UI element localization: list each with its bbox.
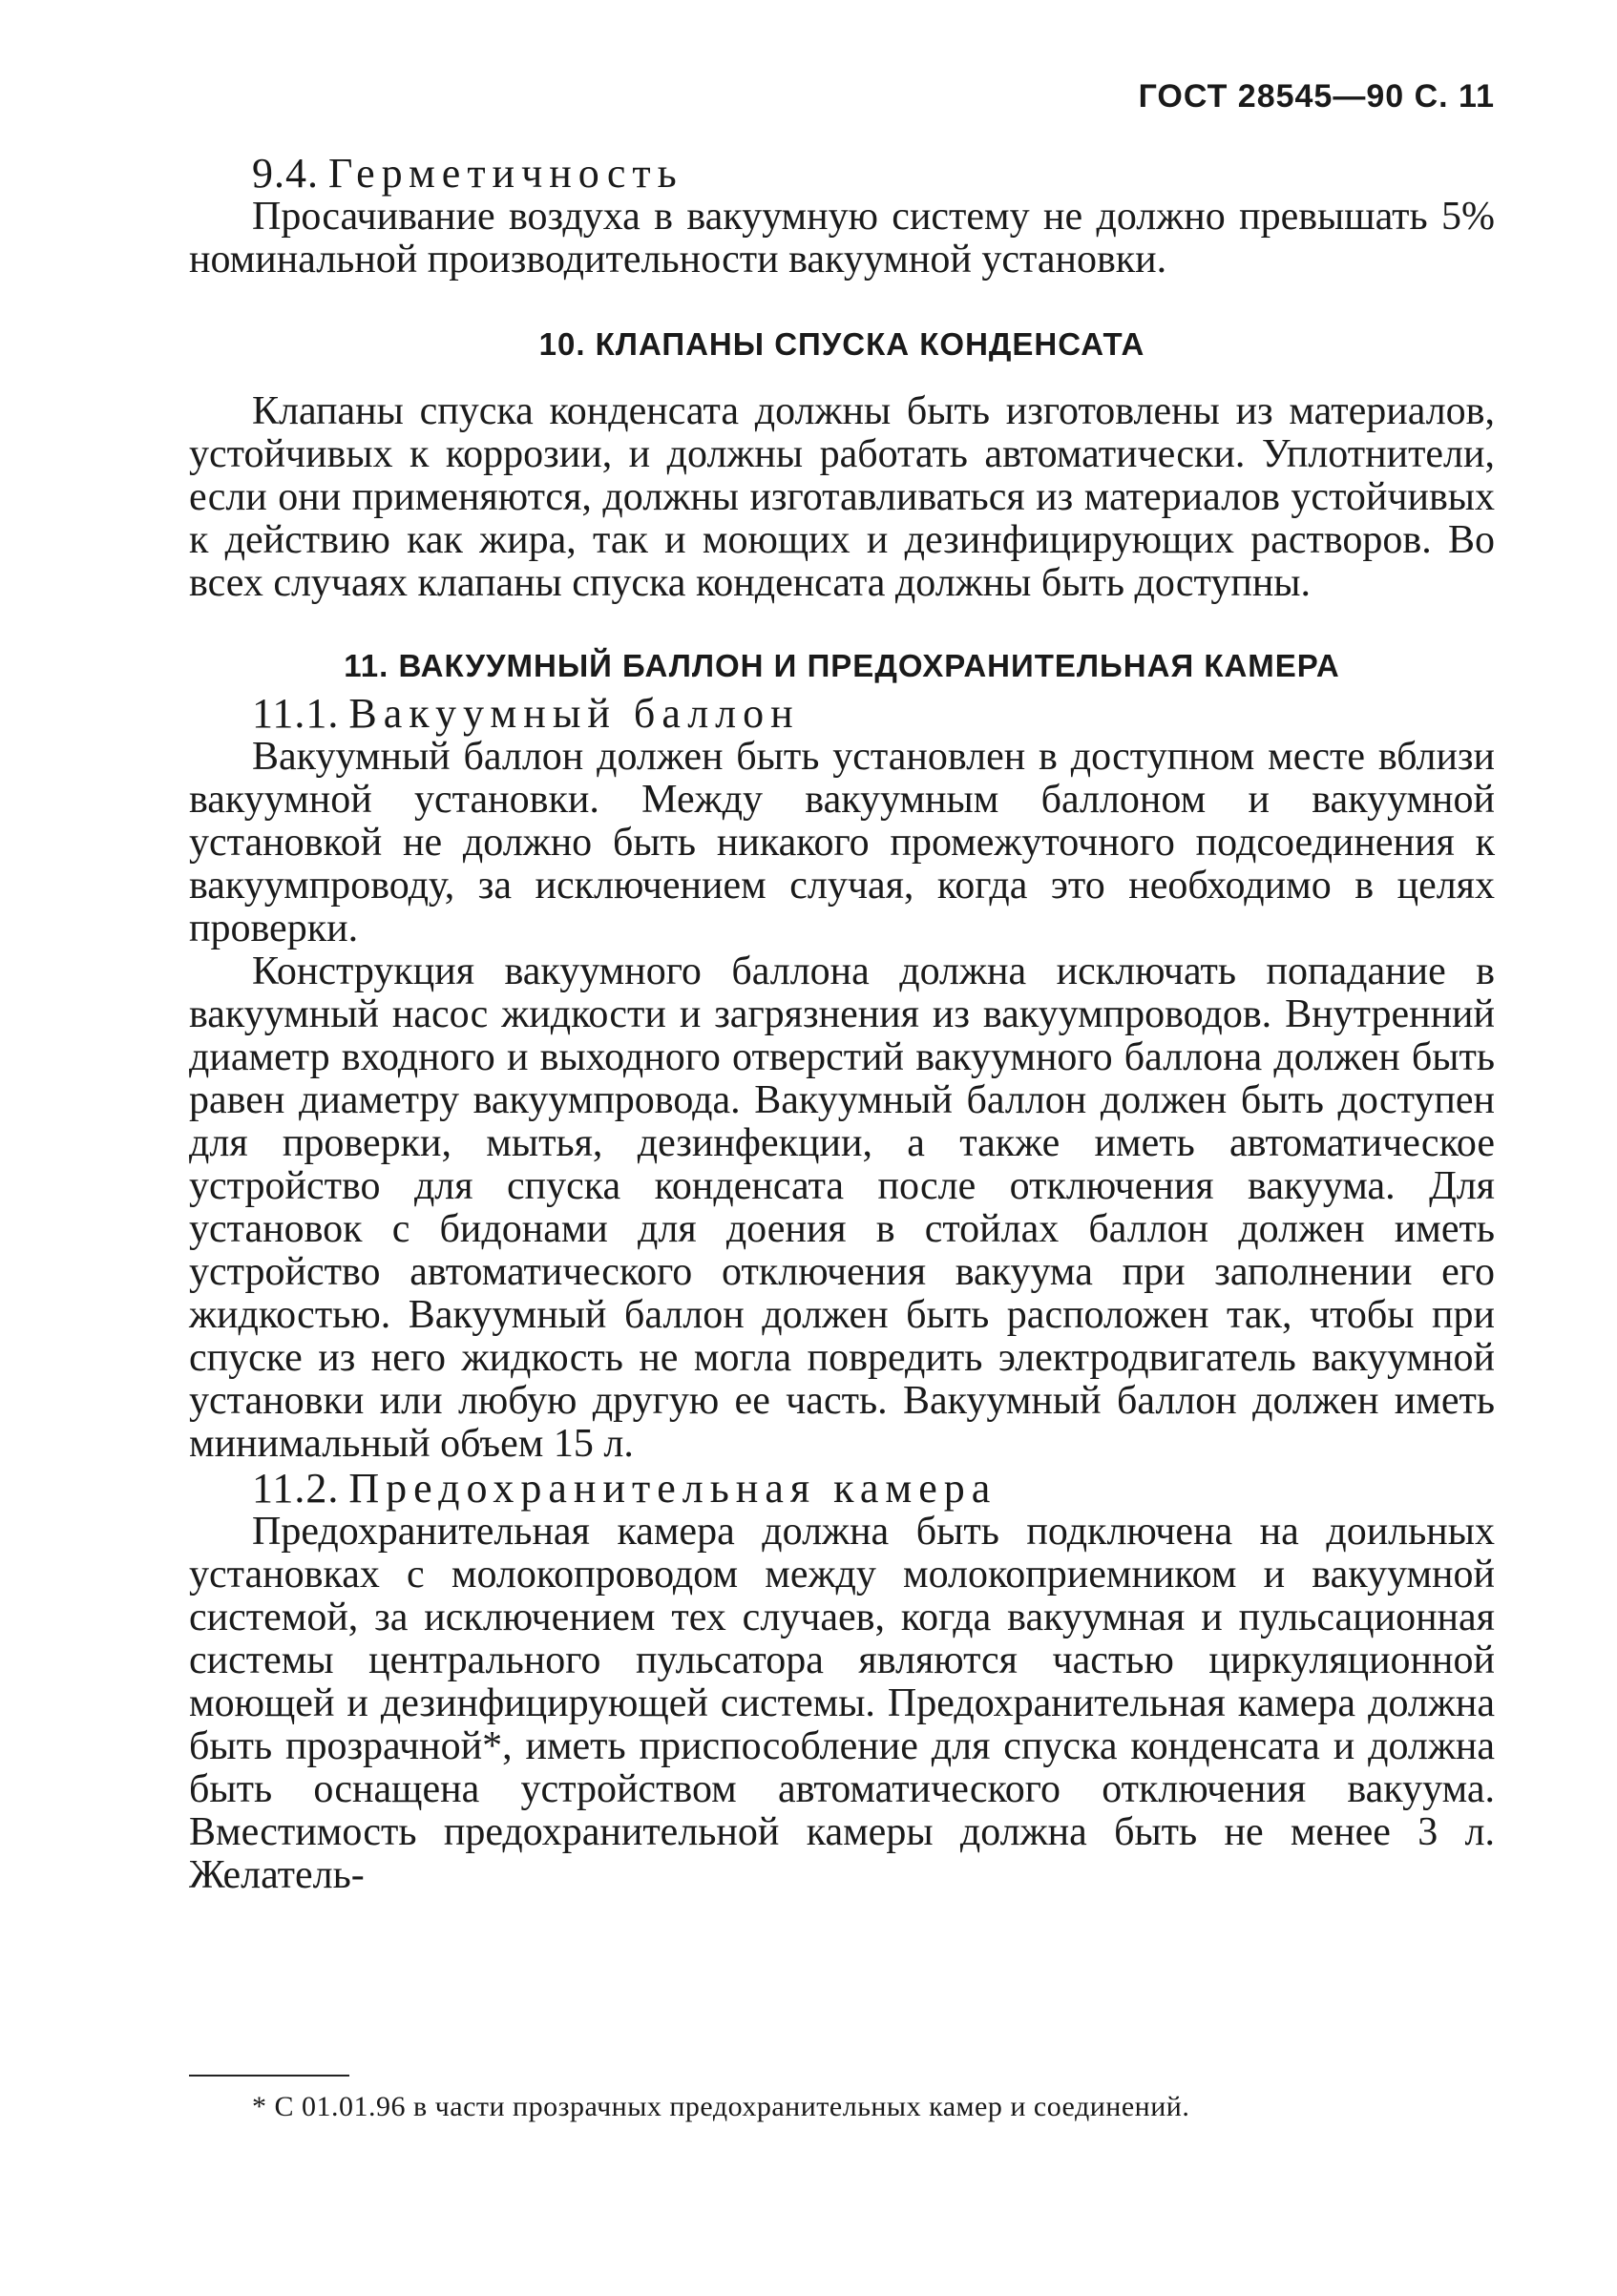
section-11-title: 11. ВАКУУМНЫЙ БАЛЛОН И ПРЕДОХРАНИТЕЛЬНАЯ КАМЕРА (344, 648, 1340, 683)
subsection-11-2-heading (189, 1466, 1495, 1511)
subsection-number: 9.4. (252, 150, 319, 197)
paragraph-9-4: Просачивание воздуха в вакуумную систему не должно превышать 5% номинальной производительности вакуумной установки. (189, 195, 1495, 282)
subsection-title: Предохранительная камера (348, 1465, 998, 1512)
subsection-number: 11.2. (252, 1465, 340, 1512)
paragraph-10: Клапаны спуска конденсата должны быть изготовлены из материалов, устойчивых к коррозии, и должны работать автоматически. Уплотнители, если они применяются, должны изготавливаться из материалов устойчивых к действию как жира, так и моющих и дезинфицирующих растворов. Во всех случаях клапаны спуска конденсата должны быть доступны. (189, 389, 1495, 605)
paragraph-11-1-a: Вакуумный баллон должен быть установлен в доступном месте вблизи вакуумной установки. Между вакуумным баллоном и вакуумной установкой не должно быть никакого промежуточного подсоединения к вакуумпроводу, за исключением случая, когда это необходимо в целях проверки. (189, 735, 1495, 950)
paragraph-11-1-b: Конструкция вакуумного баллона должна исключать попадание в вакуумный насос жидкости и загрязнения из вакуумпроводов. Внутренний диаметр входного и выходного отверстий вакуумного баллона должен быть равен диаметру вакуумпровода. Вакуумный баллон должен быть доступен для проверки, мытья, дезинфекции, а также иметь автоматическое устройство для спуска конденсата после отключения вакуума. Для установок с бидонами для доения в стойлах баллон должен иметь устройство автоматического отключения вакуума при заполнении его жидкостью. Вакуумный баллон должен быть расположен так, чтобы при спуске из него жидкость не могла повредить электродвигатель вакуумной установки или любую другую ее часть. Вакуумный баллон должен иметь минимальный объем 15 л. (189, 950, 1495, 1466)
subsection-number: 11.1. (252, 690, 340, 737)
subsection-11-1-heading (189, 691, 1495, 736)
subsection-title: Герметичность (328, 150, 683, 197)
running-head: ГОСТ 28545—90 С. 11 (1138, 78, 1495, 115)
subsection-9-4-heading (189, 151, 1495, 196)
footnote: * С 01.01.96 в части прозрачных предохранительных камер и соединений. (252, 2091, 1190, 2122)
subsection-title: Вакуумный баллон (348, 690, 800, 737)
footnote-divider (189, 2075, 349, 2077)
section-10-title: 10. КЛАПАНЫ СПУСКА КОНДЕНСАТА (538, 326, 1145, 362)
paragraph-11-2: Предохранительная камера должна быть подключена на доильных установках с молокопроводом между молокоприемником и вакуумной системой, за исключением тех случаев, когда вакуумная и пульсационная системы центрального пульсатора являются частью циркуляционной моющей и дезинфицирующей системы. Предохранительная камера должна быть прозрачной*, иметь приспособление для спуска конденсата и должна быть оснащена устройством автоматического отключения вакуума. Вместимость предохранительной камеры должна быть не менее 3 л. Желатель- (189, 1510, 1495, 1897)
page-body (189, 151, 1495, 1897)
